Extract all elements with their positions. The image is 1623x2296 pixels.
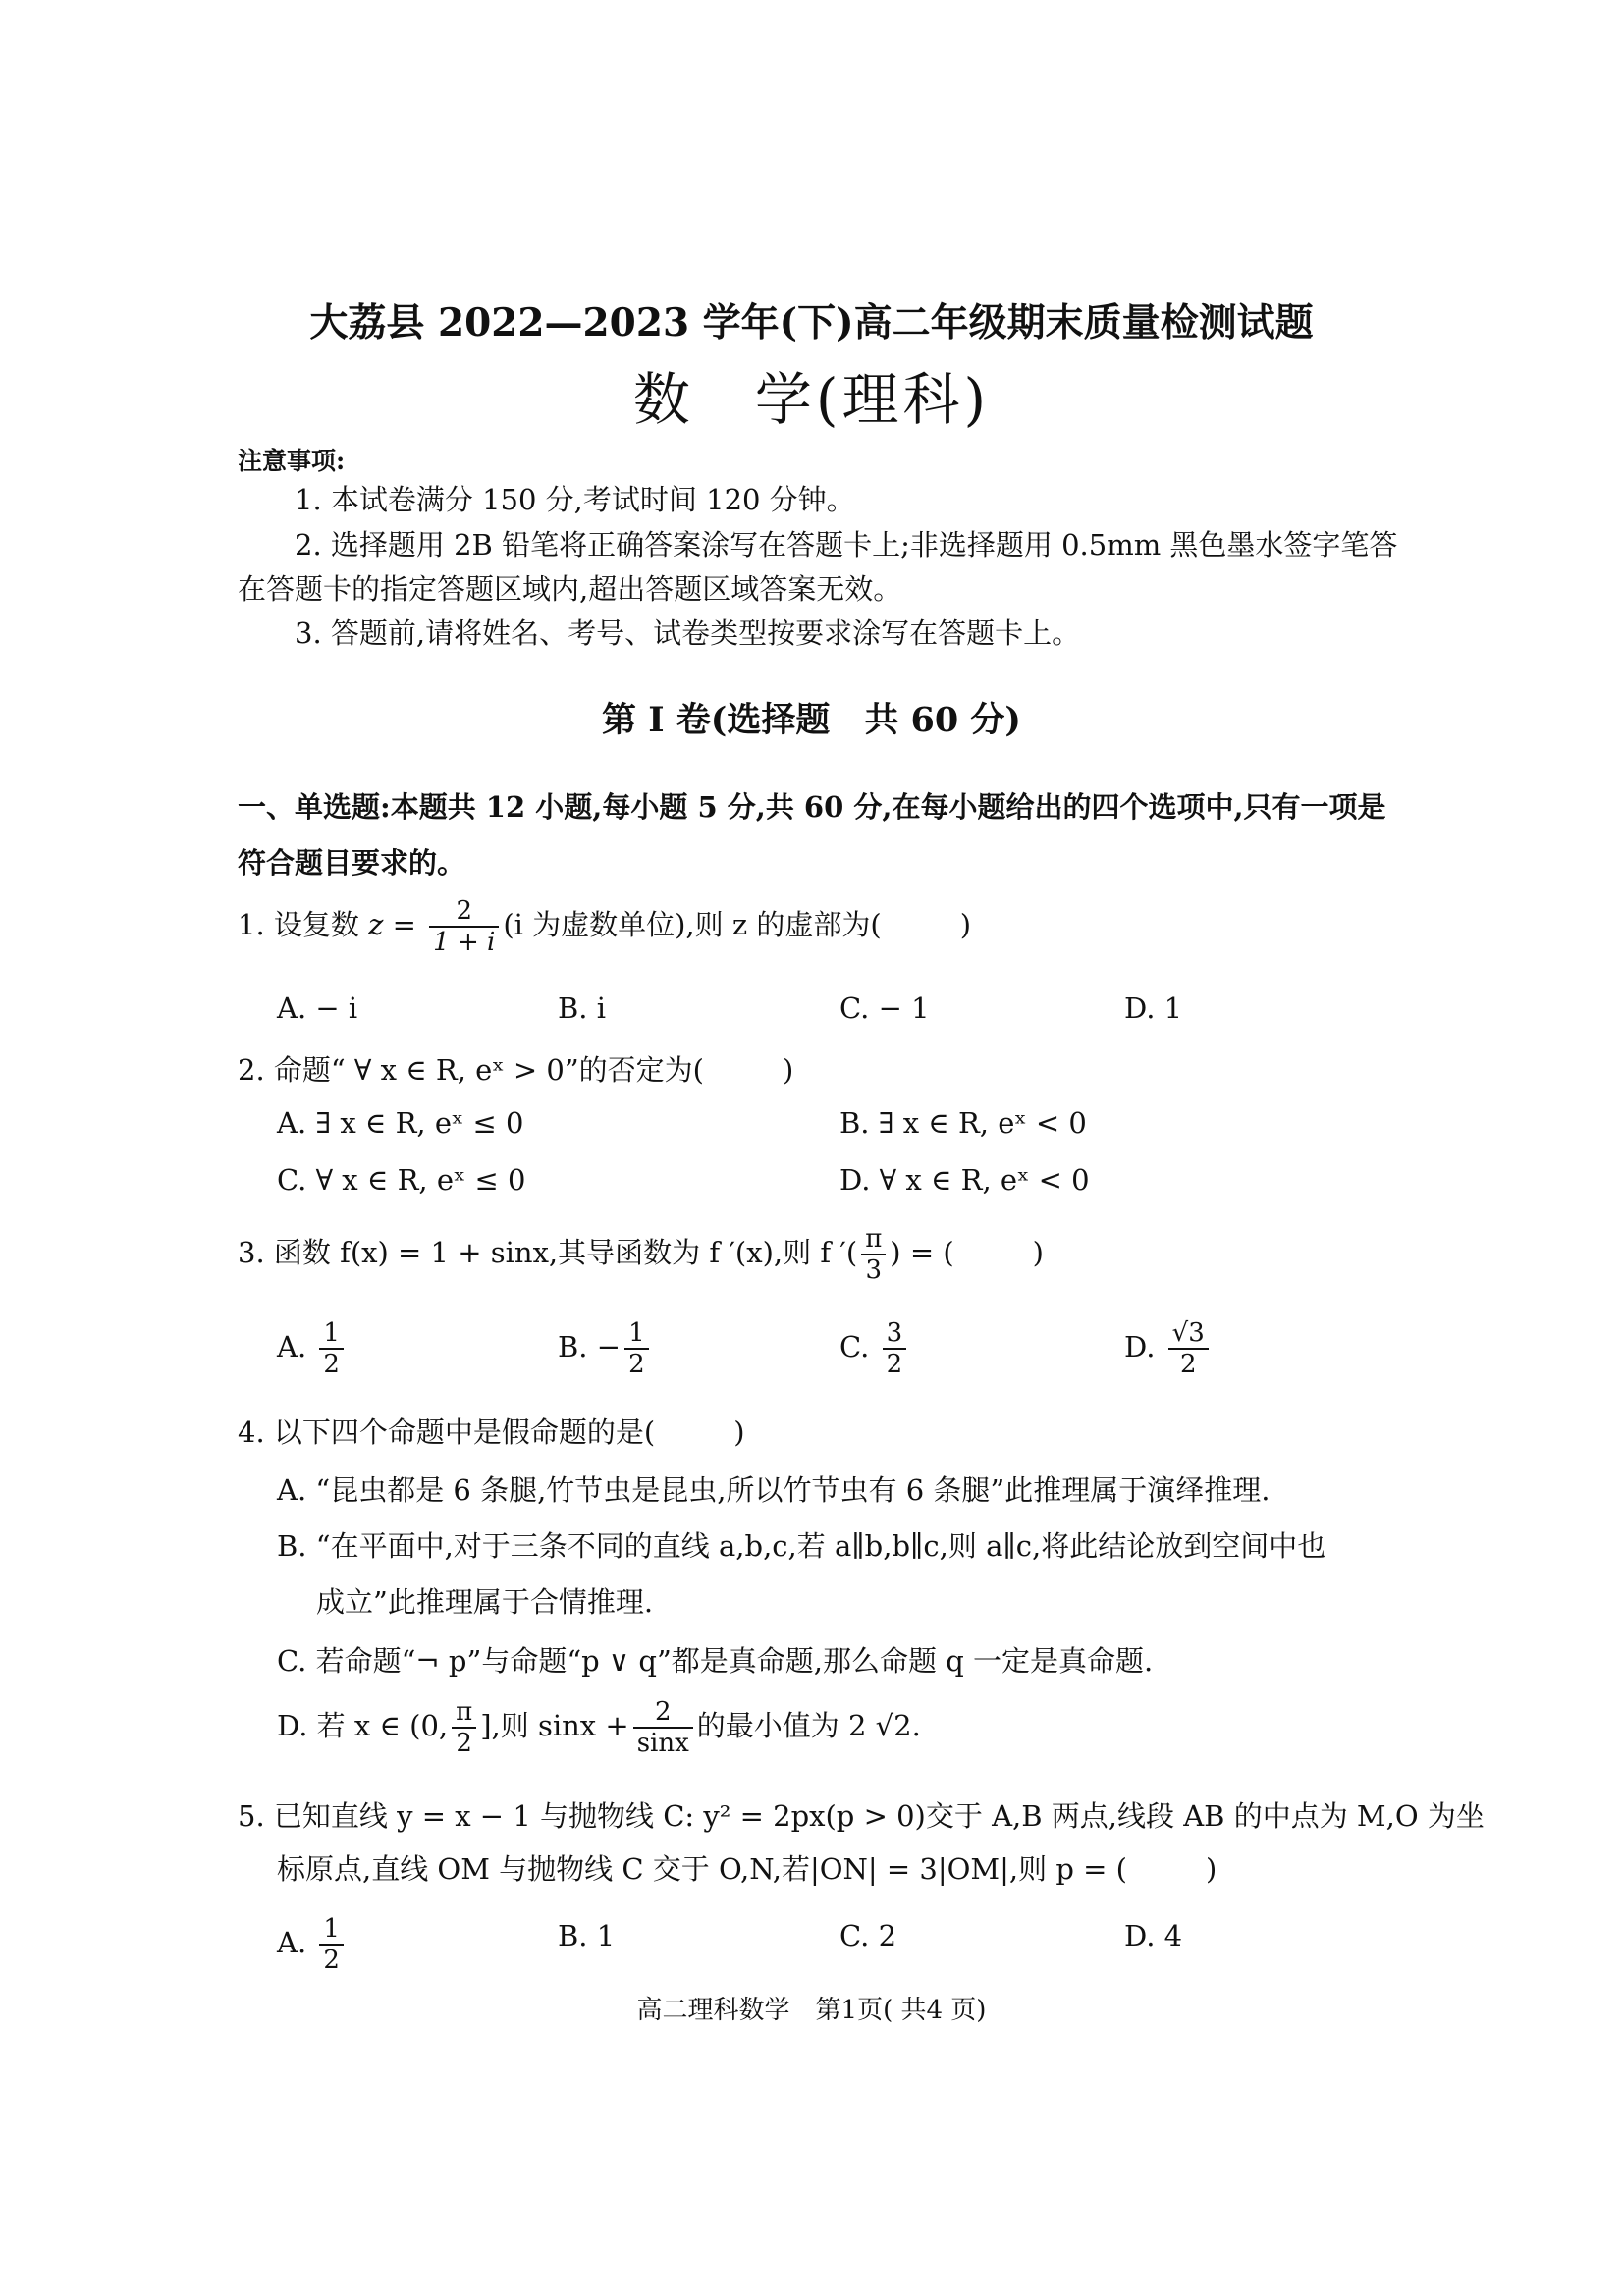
question-4-stem: 4. 以下四个命题中是假命题的是( ) <box>238 1415 745 1449</box>
q4-option-c: C. 若命题“¬ p”与命题“p ∨ q”都是真命题,那么命题 q 一定是真命题. <box>277 1644 1154 1678</box>
q5-option-a: A. $\frac{1}{2}$ <box>277 1914 348 1975</box>
question-1-stem: 1. 设复数 z = $\frac{2}{1 + i}$ (i 为虚数单位),则 z 的虚部为( ) <box>238 896 972 957</box>
q3-option-b: B. − $\frac{1}{2}$ <box>558 1318 653 1379</box>
section-title: 第 Ⅰ 卷(选择题 共 60 分) <box>602 700 1021 740</box>
fraction: $\frac{2}{1 + i}$ <box>429 896 499 957</box>
section-instruction-line-1: 一、单选题:本题共 12 小题,每小题 5 分,共 60 分,在每小题给出的四个选项中,只有一项是 <box>238 790 1386 824</box>
q5-option-c: C. 2 <box>839 1919 897 1952</box>
section-instruction-line-2: 符合题目要求的。 <box>238 846 466 880</box>
q1-option-d: D. 1 <box>1124 991 1183 1025</box>
q3-option-d: D. $\frac{√3}{2}$ <box>1124 1318 1213 1379</box>
q4-option-b-cont: 成立”此推理属于合情推理. <box>316 1585 654 1619</box>
notice-heading: 注意事项: <box>238 447 346 475</box>
q3-option-a: A. $\frac{1}{2}$ <box>277 1318 348 1379</box>
question-3-stem: 3. 函数 f(x) = 1 + sinx,其导函数为 f ′(x),则 f ′( $\frac{\pi}{3}$ ) = ( ) <box>238 1224 1044 1285</box>
notice-item-1: 1. 本试卷满分 150 分,考试时间 120 分钟。 <box>295 483 855 516</box>
question-5-stem-line-2: 标原点,直线 OM 与抛物线 C 交于 O,N,若|ON| = 3|OM|,则 p = ( ) <box>277 1852 1217 1886</box>
q5-option-b: B. 1 <box>558 1919 616 1952</box>
q3-option-c: C. $\frac{3}{2}$ <box>839 1318 910 1379</box>
fraction: $\frac{\pi}{3}$ <box>861 1224 886 1285</box>
q5-option-d: D. 4 <box>1124 1919 1183 1952</box>
q4-option-d: D. 若 x ∈ (0, $\frac{\pi}{2}$ ],则 sinx + $\frac{2}{\sin x}$ 的最小值为 2 √2. <box>277 1697 921 1758</box>
subject-title: 数 学(理科) <box>632 366 991 433</box>
notice-item-2-cont: 在答题卡的指定答题区域内,超出答题区域答案无效。 <box>238 572 902 606</box>
notice-item-2: 2. 选择题用 2B 铅笔将正确答案涂写在答题卡上;非选择题用 0.5mm 黑色墨水签字笔答 <box>295 528 1398 561</box>
page-footer: 高二理科数学 第1页( 共4 页) <box>636 1996 987 2025</box>
q4-option-a: A. “昆虫都是 6 条腿,竹节虫是昆虫,所以竹节虫有 6 条腿”此推理属于演绎推理. <box>277 1473 1271 1507</box>
q1-option-a: A. − i <box>277 991 358 1025</box>
q2-option-b: B. ∃ x ∈ R, eˣ < 0 <box>839 1106 1087 1140</box>
q2-option-d: D. ∀ x ∈ R, eˣ < 0 <box>839 1163 1090 1197</box>
q1-option-c: C. − 1 <box>839 991 930 1025</box>
question-number: 1. <box>238 908 265 941</box>
q1-option-b: B. i <box>558 991 607 1025</box>
q2-option-a: A. ∃ x ∈ R, eˣ ≤ 0 <box>277 1106 524 1140</box>
notice-item-3: 3. 答题前,请将姓名、考号、试卷类型按要求涂写在答题卡上。 <box>295 616 1081 650</box>
question-5-stem-line-1: 5. 已知直线 y = x − 1 与抛物线 C: y² = 2px(p > 0)交于 A,B 两点,线段 AB 的中点为 M,O 为坐 <box>238 1799 1485 1833</box>
q2-option-c: C. ∀ x ∈ R, eˣ ≤ 0 <box>277 1163 526 1197</box>
exam-title: 大荔县 2022—2023 学年(下)高二年级期末质量检测试题 <box>309 300 1314 346</box>
q4-option-b: B. “在平面中,对于三条不同的直线 a,b,c,若 a∥b,b∥c,则 a∥c,将此结论放到空间中也 <box>277 1529 1326 1563</box>
question-2-stem: 2. 命题“ ∀ x ∈ R, eˣ > 0”的否定为( ) <box>238 1053 794 1087</box>
